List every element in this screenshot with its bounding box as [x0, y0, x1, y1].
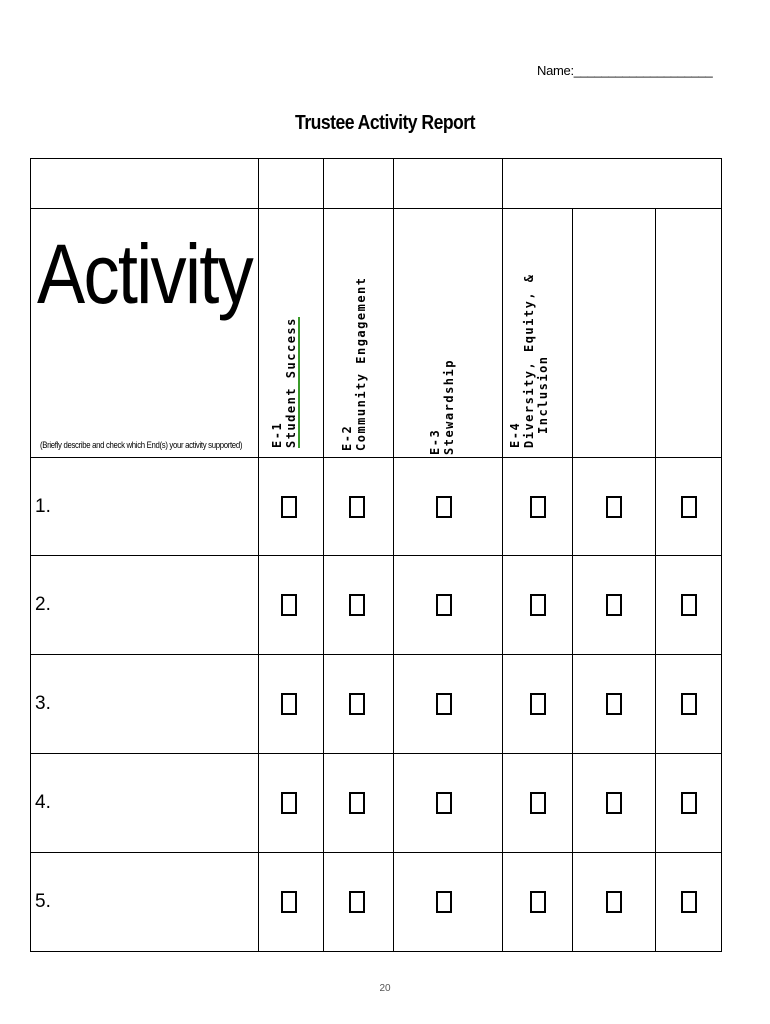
activity-heading: Activity [37, 227, 253, 321]
end-name: Student Success [284, 317, 298, 448]
end-checkbox[interactable] [530, 594, 546, 616]
end-checkbox[interactable] [606, 792, 622, 814]
end-checkbox[interactable] [281, 792, 297, 814]
end-checkbox[interactable] [349, 594, 365, 616]
end-code: E-1 [270, 421, 284, 448]
table-divider [30, 753, 722, 754]
end-checkbox[interactable] [530, 496, 546, 518]
end-checkbox[interactable] [681, 594, 697, 616]
end-checkbox[interactable] [530, 693, 546, 715]
end-checkbox[interactable] [349, 891, 365, 913]
end-name-line1: Diversity, Equity, & [522, 273, 536, 448]
end-checkbox[interactable] [681, 792, 697, 814]
end-checkbox[interactable] [606, 496, 622, 518]
row-label-5: 5. [35, 891, 51, 912]
end-checkbox[interactable] [681, 891, 697, 913]
table-divider [30, 555, 722, 556]
table-divider [572, 208, 573, 952]
end-checkbox[interactable] [606, 594, 622, 616]
table-divider [655, 208, 656, 952]
end-name: Community Engagement [354, 276, 368, 451]
activity-instructions: (Briefly describe and check which End(s) your activity supported) [40, 440, 243, 451]
end-code: E-3 [428, 428, 442, 455]
end-checkbox[interactable] [436, 693, 452, 715]
end-header-e4 [508, 274, 550, 449]
end-checkbox[interactable] [681, 496, 697, 518]
end-code: E-2 [340, 424, 354, 451]
page-number: 20 [379, 983, 391, 994]
end-checkbox[interactable] [349, 693, 365, 715]
row-label-1: 1. [35, 496, 51, 517]
end-header-e2 [340, 277, 368, 452]
end-checkbox[interactable] [281, 891, 297, 913]
end-checkbox[interactable] [681, 693, 697, 715]
end-checkbox[interactable] [436, 891, 452, 913]
end-name: Stewardship [442, 359, 456, 455]
end-header-e1 [270, 317, 300, 448]
end-checkbox[interactable] [349, 496, 365, 518]
row-label-3: 3. [35, 693, 51, 714]
table-divider [30, 654, 722, 655]
end-checkbox[interactable] [436, 792, 452, 814]
table-divider [30, 852, 722, 853]
table-divider [30, 457, 722, 458]
end-code: E-4 [508, 421, 522, 448]
end-checkbox[interactable] [436, 594, 452, 616]
end-header-e3 [428, 359, 456, 455]
row-label-4: 4. [35, 792, 51, 813]
row-label-2: 2. [35, 594, 51, 615]
end-checkbox[interactable] [281, 594, 297, 616]
end-checkbox[interactable] [281, 496, 297, 518]
end-checkbox[interactable] [530, 792, 546, 814]
end-checkbox[interactable] [436, 496, 452, 518]
table-divider [30, 208, 722, 209]
end-checkbox[interactable] [281, 693, 297, 715]
end-checkbox[interactable] [530, 891, 546, 913]
end-checkbox[interactable] [606, 891, 622, 913]
end-checkbox[interactable] [349, 792, 365, 814]
end-name-line2: Inclusion [536, 355, 550, 434]
name-field-label[interactable]: Name:____________________ [537, 63, 713, 78]
end-checkbox[interactable] [606, 693, 622, 715]
page-title: Trustee Activity Report [295, 112, 475, 134]
